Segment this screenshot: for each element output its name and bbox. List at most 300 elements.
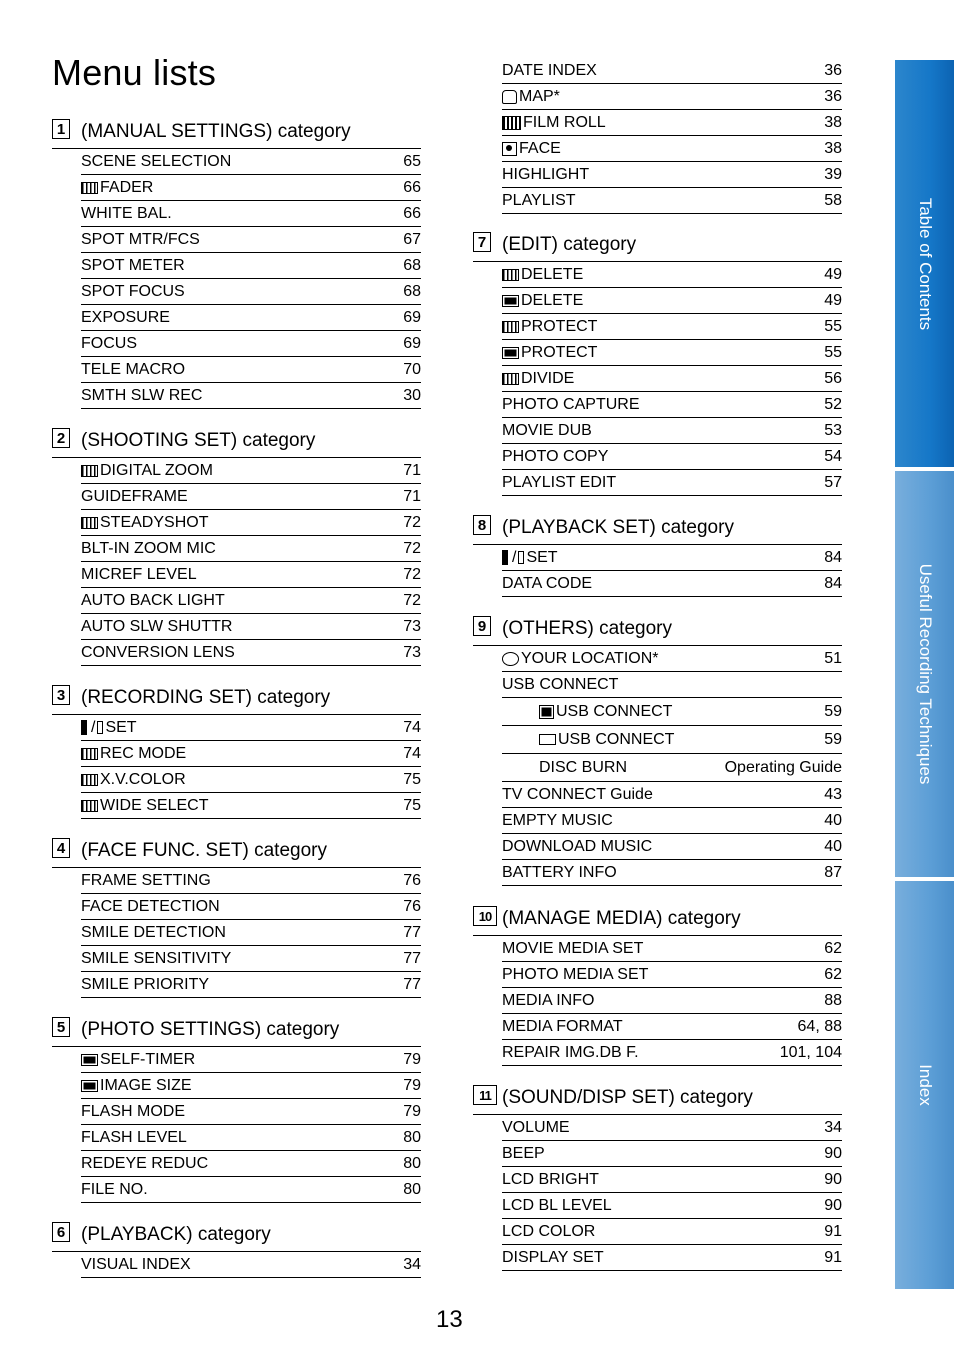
page-reference[interactable]: 66 [403,178,421,196]
category-items [81,1047,421,1203]
page-reference[interactable]: 80 [403,1154,421,1172]
menu-item-text: SELF-TIMER [100,1050,196,1068]
menu-item-text: MICREF LEVEL [81,565,197,583]
menu-item-text: MEDIA INFO [502,991,595,1009]
menu-item-label [502,940,824,958]
menu-item[interactable] [502,262,842,288]
page-reference[interactable]: 72 [403,591,421,609]
menu-item-label [502,192,824,210]
page-reference[interactable]: 80 [403,1128,421,1146]
page-reference[interactable]: 88 [824,991,842,1009]
menu-item[interactable] [502,136,842,162]
category-items [502,1115,842,1271]
menu-item[interactable] [502,1167,842,1193]
menu-item-text: PHOTO COPY [502,447,609,465]
menu-item-label [502,786,824,804]
menu-item-label [502,448,824,466]
menu-item-text: HIGHLIGHT [502,165,590,183]
tab-table-of-contents[interactable] [895,60,954,467]
category-header [52,119,421,149]
menu-item-text: TELE MACRO [81,360,186,378]
menu-item[interactable] [502,726,842,754]
category-number: 9 [473,616,491,636]
page-reference[interactable]: 75 [403,770,421,788]
page-reference[interactable]: 51 [824,649,842,667]
menu-item-label [81,924,403,942]
menu-item-text: FRAME SETTING [81,871,211,889]
category-section [52,1017,421,1203]
page-reference[interactable]: 59 [824,702,842,720]
menu-item[interactable] [81,1151,421,1177]
menu-item-text: FOCUS [81,334,137,352]
page-reference[interactable]: 52 [824,395,842,413]
menu-item[interactable] [81,1125,421,1151]
menu-item[interactable] [502,1040,842,1066]
menu-item-label [539,703,824,721]
menu-item-label [81,488,403,506]
category-number: 8 [473,515,491,535]
menu-item-text: DELETE [521,265,584,283]
menu-item-text: YOUR LOCATION* [521,649,659,667]
hd-icon [81,720,87,735]
tab-label: Table of Contents [915,197,935,330]
hd-icon [502,550,508,565]
page-reference[interactable]: 55 [824,343,842,361]
category-items [502,262,842,496]
menu-item[interactable] [81,793,421,819]
category-number: 11 [473,1085,497,1105]
page-reference[interactable]: 72 [403,513,421,531]
menu-item-label [81,771,403,789]
menu-item[interactable] [81,1252,421,1278]
page-reference[interactable]: 53 [824,421,842,439]
menu-item-label [502,992,824,1010]
category-items [81,868,421,998]
menu-item-text: VOLUME [502,1118,570,1136]
menu-item-label [81,257,403,275]
menu-item-text: AUTO BACK LIGHT [81,591,225,609]
menu-item[interactable] [81,946,421,972]
page-reference[interactable]: 77 [403,975,421,993]
page-reference[interactable]: 68 [403,256,421,274]
menu-item[interactable] [502,188,842,214]
page-reference[interactable]: 49 [824,291,842,309]
menu-item[interactable] [502,962,842,988]
menu-item-label [81,283,403,301]
page-reference[interactable]: 59 [824,730,842,748]
menu-item[interactable] [502,545,842,571]
menu-item[interactable] [502,646,842,672]
menu-item-label [502,676,842,694]
menu-item[interactable] [502,84,842,110]
menu-item-label [502,396,824,414]
menu-item-text: LCD BL LEVEL [502,1196,612,1214]
menu-item-text: IMAGE SIZE [100,1076,192,1094]
page-reference[interactable]: 55 [824,317,842,335]
menu-item-text: PROTECT [521,317,598,335]
menu-item-text: TV CONNECT Guide [502,785,653,803]
category-header [52,685,421,715]
menu-item-text: PLAYLIST [502,191,576,209]
menu-item-label [502,864,824,882]
menu-item[interactable] [81,458,421,484]
page-reference[interactable]: 38 [824,113,842,131]
usb-internal-icon [539,705,554,719]
menu-item-text: CONVERSION LENS [81,643,235,661]
category-header [52,1017,421,1047]
menu-item-label [502,966,824,984]
menu-item-label [81,797,403,815]
movie-icon [81,517,98,529]
page-reference[interactable]: 75 [403,796,421,814]
category-number: 1 [52,119,70,139]
menu-item[interactable] [502,58,842,84]
page-reference[interactable]: 84 [824,548,842,566]
menu-item-label [539,759,725,777]
tab-index[interactable] [895,881,954,1289]
menu-item-label [81,179,403,197]
page-reference[interactable]: 80 [403,1180,421,1198]
menu-item[interactable] [81,614,421,640]
menu-item-label [81,745,403,763]
menu-item[interactable] [81,562,421,588]
menu-item-label [502,292,824,310]
menu-item-text: DISPLAY SET [502,1248,604,1266]
page-reference[interactable]: 90 [824,1196,842,1214]
menu-item-text: LCD BRIGHT [502,1170,599,1188]
category-items [502,646,842,886]
menu-item-label [81,719,403,737]
menu-item[interactable] [81,227,421,253]
menu-item[interactable] [502,672,842,698]
category-number: 2 [52,428,70,448]
menu-item-label [81,592,403,610]
menu-item[interactable] [81,972,421,998]
menu-item-text: WHITE BAL. [81,204,172,222]
page-reference[interactable]: 90 [824,1144,842,1162]
menu-item[interactable] [81,894,421,920]
menu-item[interactable] [502,698,842,726]
page-reference[interactable]: 87 [824,863,842,881]
tab-label: Useful Recording Techniques [915,563,935,785]
movie-icon [81,774,98,786]
menu-item-label [81,231,403,249]
menu-item[interactable] [502,1014,842,1040]
page-reference[interactable]: 74 [403,718,421,736]
menu-item-label [81,1103,403,1121]
menu-item[interactable] [81,484,421,510]
page-reference[interactable]: 69 [403,308,421,326]
menu-item[interactable] [502,782,842,808]
page-reference[interactable]: 54 [824,447,842,465]
menu-item[interactable] [81,868,421,894]
slash-separator: / [91,718,96,736]
menu-item-text: BEEP [502,1144,545,1162]
menu-item[interactable] [502,860,842,886]
sd-icon [518,551,524,564]
page-reference[interactable]: 76 [403,897,421,915]
category-number: 6 [52,1222,70,1242]
page-reference[interactable]: 49 [824,265,842,283]
menu-item[interactable] [81,510,421,536]
category-title: (PHOTO SETTINGS) category [81,1019,340,1040]
menu-item-text: PHOTO CAPTURE [502,395,640,413]
menu-item[interactable] [81,920,421,946]
page-reference[interactable]: 73 [403,617,421,635]
menu-item[interactable] [502,314,842,340]
menu-item-text: DOWNLOAD MUSIC [502,837,653,855]
menu-item-label [81,618,403,636]
menu-item[interactable] [502,366,842,392]
menu-item[interactable] [81,1099,421,1125]
page-reference[interactable]: 73 [403,643,421,661]
menu-item-text: X.V.COLOR [100,770,186,788]
category-items [81,149,421,409]
category-section [473,1085,842,1271]
category-title: (SHOOTING SET) category [81,430,316,451]
page-reference[interactable]: 64, 88 [797,1017,842,1035]
menu-item[interactable] [81,1047,421,1073]
menu-item-text: MOVIE DUB [502,421,592,439]
category-section [473,515,842,597]
movie-icon [81,465,98,477]
menu-item-text: EXPOSURE [81,308,170,326]
menu-item[interactable] [81,536,421,562]
menu-item-text: MOVIE MEDIA SET [502,939,644,957]
category-section [52,1222,421,1278]
page-reference[interactable]: 68 [403,282,421,300]
page-reference[interactable]: 34 [403,1255,421,1273]
category-items [502,936,842,1066]
menu-item[interactable] [81,279,421,305]
menu-item-text: BLT-IN ZOOM MIC [81,539,216,557]
menu-item-label [502,1171,824,1189]
category-section [52,838,421,998]
menu-item-label [502,166,824,184]
movie-icon [502,269,519,281]
page-reference[interactable]: 71 [403,461,421,479]
page-reference[interactable]: 91 [824,1222,842,1240]
menu-item[interactable] [502,340,842,366]
menu-item-label [81,205,403,223]
menu-item[interactable] [81,357,421,383]
menu-item-text: FILM ROLL [523,113,606,131]
menu-item-text: SCENE SELECTION [81,152,232,170]
menu-item-label [81,462,403,480]
menu-item-label [502,422,824,440]
menu-item[interactable] [502,162,842,188]
page-reference[interactable]: 67 [403,230,421,248]
menu-item[interactable] [81,383,421,409]
page-reference[interactable]: 43 [824,785,842,803]
category-title: (PLAYBACK SET) category [502,517,734,538]
menu-item[interactable] [502,288,842,314]
menu-item[interactable] [81,767,421,793]
page-reference[interactable]: 36 [824,87,842,105]
menu-item-text: REC MODE [100,744,187,762]
map-icon [502,90,517,104]
film-roll-icon [502,116,521,130]
page-reference[interactable]: 79 [403,1102,421,1120]
menu-item[interactable] [81,175,421,201]
page-reference[interactable]: 62 [824,939,842,957]
page-reference[interactable]: 71 [403,487,421,505]
page-reference[interactable]: 62 [824,965,842,983]
menu-item-text: PROTECT [521,343,598,361]
page-reference[interactable]: 84 [824,574,842,592]
menu-item[interactable] [502,571,842,597]
menu-item-label [81,872,403,890]
page-reference[interactable]: 72 [403,565,421,583]
page-reference[interactable]: 38 [824,139,842,157]
menu-item[interactable] [81,149,421,175]
page-reference[interactable]: 34 [824,1118,842,1136]
menu-item-text: FADER [100,178,154,196]
menu-item-text: DATE INDEX [502,61,597,79]
page-reference[interactable]: 65 [403,152,421,170]
menu-item-text: USB CONNECT [558,730,675,748]
playback-continuation [473,58,842,214]
page-reference[interactable]: 74 [403,744,421,762]
category-number: 10 [473,906,497,926]
menu-item-label [81,361,403,379]
sd-icon [97,721,103,734]
menu-item-label [81,644,403,662]
photo-icon [81,1054,98,1066]
menu-item[interactable] [81,588,421,614]
photo-icon [81,1080,98,1092]
menu-item-label [81,566,403,584]
menu-item[interactable] [81,1177,421,1203]
page-reference[interactable]: 79 [403,1050,421,1068]
category-header [52,1222,421,1252]
category-section [473,232,842,496]
page-reference[interactable]: 72 [403,539,421,557]
menu-item-text: SMILE SENSITIVITY [81,949,232,967]
menu-item[interactable] [81,305,421,331]
menu-item-text: SPOT MTR/FCS [81,230,200,248]
menu-item-label [81,335,403,353]
menu-item[interactable] [81,331,421,357]
menu-item-text: BATTERY INFO [502,863,617,881]
menu-item[interactable] [502,418,842,444]
page-reference[interactable]: 90 [824,1170,842,1188]
menu-item-text: SPOT FOCUS [81,282,185,300]
menu-item[interactable] [81,715,421,741]
category-title: (RECORDING SET) category [81,687,331,708]
menu-item-text: VISUAL INDEX [81,1255,191,1273]
category-items [81,458,421,666]
photo-icon [502,295,519,307]
category-header [473,232,842,262]
page-reference[interactable]: 36 [824,61,842,79]
menu-item[interactable] [502,754,842,782]
menu-item[interactable] [81,201,421,227]
menu-item[interactable] [502,444,842,470]
menu-item[interactable] [502,1193,842,1219]
photo-icon [502,347,519,359]
menu-item-label [81,309,403,327]
location-icon [502,652,519,666]
menu-item[interactable] [81,640,421,666]
page-number: 13 [436,1306,463,1333]
menu-item-label [502,140,824,158]
category-title: (OTHERS) category [502,618,672,639]
menu-item[interactable] [502,110,842,136]
page-reference[interactable]: 69 [403,334,421,352]
menu-item-label [81,514,403,532]
menu-item[interactable] [502,808,842,834]
menu-item-label [81,153,403,171]
page-title: Menu lists [52,52,217,93]
page-reference[interactable]: 39 [824,165,842,183]
menu-item[interactable] [502,988,842,1014]
menu-item-text: DATA CODE [502,574,593,592]
menu-item-label [502,1018,798,1036]
menu-item-text: SPOT METER [81,256,185,274]
page-reference[interactable]: 76 [403,871,421,889]
page-reference[interactable]: 101, 104 [779,1043,842,1061]
menu-item[interactable] [502,1219,842,1245]
menu-item-label [81,1129,403,1147]
menu-item[interactable] [502,1115,842,1141]
page-reference[interactable]: 91 [824,1248,842,1266]
usb-card-icon [539,734,556,745]
menu-item-text: AUTO SLW SHUTTR [81,617,233,635]
page-reference[interactable]: 40 [824,811,842,829]
movie-icon [502,373,519,385]
page-reference[interactable]: 56 [824,369,842,387]
menu-item-text: FACE DETECTION [81,897,220,915]
page-reference[interactable]: 58 [824,191,842,209]
category-number: 3 [52,685,70,705]
menu-item[interactable] [502,1141,842,1167]
movie-icon [81,182,98,194]
menu-item-label [502,344,824,362]
page-reference[interactable]: 70 [403,360,421,378]
category-number: 7 [473,232,491,252]
page-reference[interactable]: 66 [403,204,421,222]
menu-item[interactable] [81,253,421,279]
menu-item[interactable] [81,1073,421,1099]
menu-item-label [81,540,403,558]
page-reference[interactable]: Operating Guide [724,758,842,776]
category-section [473,906,842,1066]
tab-useful-recording-techniques[interactable] [895,471,954,877]
menu-item-text: MAP* [519,87,560,105]
menu-item-text: SMTH SLW REC [81,386,203,404]
page-reference[interactable]: 77 [403,923,421,941]
page-reference[interactable]: 40 [824,837,842,855]
menu-item[interactable] [81,741,421,767]
page-reference[interactable]: 77 [403,949,421,967]
menu-item[interactable] [502,470,842,496]
category-section [52,428,421,666]
menu-item-text: DELETE [521,291,584,309]
category-section [52,119,421,409]
menu-item[interactable] [502,936,842,962]
page-reference[interactable]: 30 [403,386,421,404]
menu-item-text: GUIDEFRAME [81,487,188,505]
menu-item[interactable] [502,834,842,860]
page-reference[interactable]: 57 [824,473,842,491]
category-section [473,616,842,886]
menu-item[interactable] [502,392,842,418]
menu-item-label [502,812,824,830]
menu-item[interactable] [502,1245,842,1271]
menu-item-label [81,1155,403,1173]
page-reference[interactable]: 79 [403,1076,421,1094]
